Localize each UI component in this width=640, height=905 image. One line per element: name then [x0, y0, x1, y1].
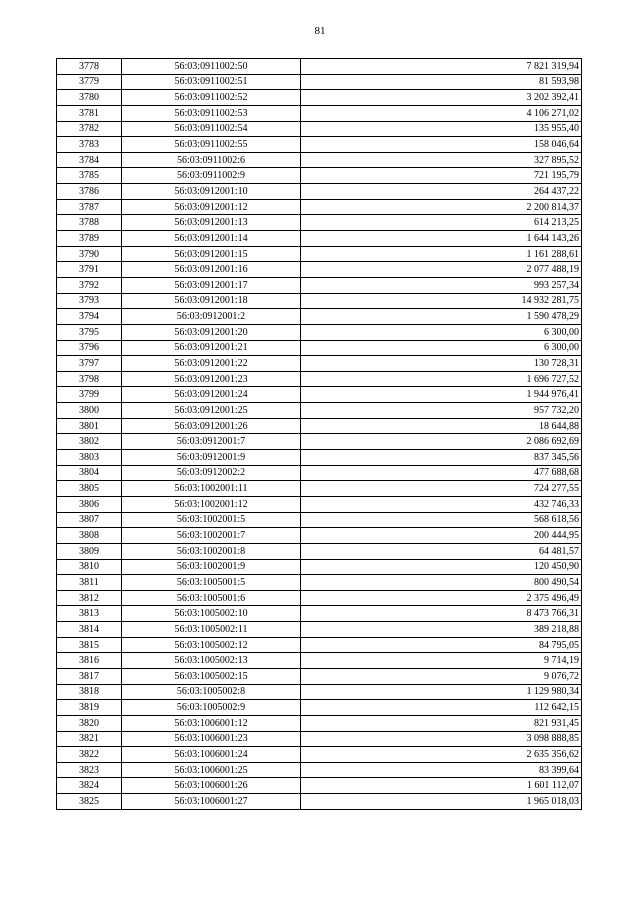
cadastral-value-cell: 9 076,72 — [301, 668, 582, 684]
table-row — [57, 668, 582, 684]
table-row — [57, 403, 582, 419]
cadastral-number-cell: 56:03:1002001:12 — [122, 496, 301, 512]
row-number-cell: 3778 — [57, 59, 122, 75]
cadastral-value-cell: 158 046,64 — [301, 137, 582, 153]
row-number-cell: 3784 — [57, 152, 122, 168]
row-number-cell: 3779 — [57, 74, 122, 90]
cadastral-number-cell: 56:03:0911002:50 — [122, 59, 301, 75]
cadastral-value-cell: 6 300,00 — [301, 324, 582, 340]
cadastral-value-cell: 264 437,22 — [301, 184, 582, 200]
table-row — [57, 371, 582, 387]
cadastral-value-cell: 2 077 488,19 — [301, 262, 582, 278]
table-row — [57, 450, 582, 466]
table-body — [57, 59, 582, 810]
cadastral-number-cell: 56:03:1005002:10 — [122, 606, 301, 622]
cadastral-value-cell: 83 399,64 — [301, 762, 582, 778]
cadastral-number-cell: 56:03:0912001:14 — [122, 231, 301, 247]
table-row — [57, 74, 582, 90]
cadastral-value-cell: 9 714,19 — [301, 653, 582, 669]
cadastral-value-cell: 568 618,56 — [301, 512, 582, 528]
cadastral-number-cell: 56:03:1002001:11 — [122, 481, 301, 497]
row-number-cell: 3785 — [57, 168, 122, 184]
row-number-cell: 3800 — [57, 403, 122, 419]
cadastral-number-cell: 56:03:1005002:8 — [122, 684, 301, 700]
table-row — [57, 637, 582, 653]
cadastral-value-cell: 389 218,88 — [301, 622, 582, 638]
cadastral-number-cell: 56:03:0912001:20 — [122, 324, 301, 340]
row-number-cell: 3823 — [57, 762, 122, 778]
row-number-cell: 3795 — [57, 324, 122, 340]
row-number-cell: 3808 — [57, 528, 122, 544]
cadastral-number-cell: 56:03:0912001:2 — [122, 309, 301, 325]
row-number-cell: 3802 — [57, 434, 122, 450]
cadastral-value-cell: 724 277,55 — [301, 481, 582, 497]
cadastral-number-cell: 56:03:0912001:21 — [122, 340, 301, 356]
cadastral-number-cell: 56:03:0912001:25 — [122, 403, 301, 419]
cadastral-number-cell: 56:03:0912001:26 — [122, 418, 301, 434]
cadastral-value-cell: 721 195,79 — [301, 168, 582, 184]
table-row — [57, 528, 582, 544]
table-row — [57, 309, 582, 325]
row-number-cell: 3819 — [57, 700, 122, 716]
cadastral-value-cell: 837 345,56 — [301, 450, 582, 466]
cadastral-value-cell: 2 635 356,62 — [301, 747, 582, 763]
table-row — [57, 231, 582, 247]
table-row — [57, 215, 582, 231]
row-number-cell: 3789 — [57, 231, 122, 247]
cadastral-number-cell: 56:03:0912001:15 — [122, 246, 301, 262]
row-number-cell: 3780 — [57, 90, 122, 106]
cadastral-number-cell: 56:03:1005002:15 — [122, 668, 301, 684]
cadastral-number-cell: 56:03:0912001:13 — [122, 215, 301, 231]
table-row — [57, 747, 582, 763]
row-number-cell: 3798 — [57, 371, 122, 387]
row-number-cell: 3811 — [57, 575, 122, 591]
cadastral-value-cell: 3 098 888,85 — [301, 731, 582, 747]
cadastral-number-cell: 56:03:1005001:5 — [122, 575, 301, 591]
row-number-cell: 3790 — [57, 246, 122, 262]
row-number-cell: 3806 — [57, 496, 122, 512]
cadastral-value-cell: 64 481,57 — [301, 543, 582, 559]
row-number-cell: 3796 — [57, 340, 122, 356]
cadastral-number-cell: 56:03:1006001:26 — [122, 778, 301, 794]
cadastral-number-cell: 56:03:0912001:22 — [122, 356, 301, 372]
cadastral-value-cell: 8 473 766,31 — [301, 606, 582, 622]
row-number-cell: 3781 — [57, 105, 122, 121]
table-row — [57, 559, 582, 575]
cadastral-number-cell: 56:03:1002001:8 — [122, 543, 301, 559]
cadastral-number-cell: 56:03:0911002:55 — [122, 137, 301, 153]
table-row — [57, 684, 582, 700]
row-number-cell: 3817 — [57, 668, 122, 684]
cadastral-value-cell: 1 601 112,07 — [301, 778, 582, 794]
table-row — [57, 277, 582, 293]
table-row — [57, 418, 582, 434]
table-row — [57, 778, 582, 794]
cadastral-value-cell: 130 728,31 — [301, 356, 582, 372]
row-number-cell: 3801 — [57, 418, 122, 434]
row-number-cell: 3782 — [57, 121, 122, 137]
cadastral-number-cell: 56:03:1006001:25 — [122, 762, 301, 778]
cadastral-value-cell: 2 086 692,69 — [301, 434, 582, 450]
table-row — [57, 575, 582, 591]
table-row — [57, 152, 582, 168]
row-number-cell: 3825 — [57, 794, 122, 810]
cadastral-value-cell: 1 644 143,26 — [301, 231, 582, 247]
table-row — [57, 59, 582, 75]
row-number-cell: 3805 — [57, 481, 122, 497]
cadastral-value-cell: 327 895,52 — [301, 152, 582, 168]
row-number-cell: 3821 — [57, 731, 122, 747]
cadastral-value-cell: 81 593,98 — [301, 74, 582, 90]
table-row — [57, 90, 582, 106]
cadastral-value-cell: 821 931,45 — [301, 715, 582, 731]
row-number-cell: 3787 — [57, 199, 122, 215]
table-row — [57, 496, 582, 512]
cadastral-value-cell: 84 795,05 — [301, 637, 582, 653]
cadastral-number-cell: 56:03:1006001:24 — [122, 747, 301, 763]
cadastral-number-cell: 56:03:1002001:5 — [122, 512, 301, 528]
row-number-cell: 3792 — [57, 277, 122, 293]
cadastral-number-cell: 56:03:1006001:27 — [122, 794, 301, 810]
row-number-cell: 3822 — [57, 747, 122, 763]
row-number-cell: 3804 — [57, 465, 122, 481]
cadastral-value-cell: 477 688,68 — [301, 465, 582, 481]
table-row — [57, 481, 582, 497]
table-row — [57, 512, 582, 528]
table-row — [57, 121, 582, 137]
table-row — [57, 590, 582, 606]
table-row — [57, 606, 582, 622]
row-number-cell: 3810 — [57, 559, 122, 575]
cadastral-number-cell: 56:03:0912001:17 — [122, 277, 301, 293]
cadastral-number-cell: 56:03:0911002:51 — [122, 74, 301, 90]
row-number-cell: 3797 — [57, 356, 122, 372]
row-number-cell: 3813 — [57, 606, 122, 622]
cadastral-number-cell: 56:03:0911002:6 — [122, 152, 301, 168]
table-row — [57, 105, 582, 121]
table-row — [57, 184, 582, 200]
cadastral-number-cell: 56:03:0912001:12 — [122, 199, 301, 215]
cadastral-value-cell: 4 106 271,02 — [301, 105, 582, 121]
table-row — [57, 794, 582, 810]
cadastral-number-cell: 56:03:0912001:10 — [122, 184, 301, 200]
cadastral-number-cell: 56:03:1005002:11 — [122, 622, 301, 638]
cadastral-number-cell: 56:03:0911002:53 — [122, 105, 301, 121]
table-row — [57, 731, 582, 747]
cadastral-number-cell: 56:03:0911002:54 — [122, 121, 301, 137]
cadastral-value-cell: 120 450,90 — [301, 559, 582, 575]
cadastral-value-cell: 112 642,15 — [301, 700, 582, 716]
cadastral-value-cell: 614 213,25 — [301, 215, 582, 231]
row-number-cell: 3803 — [57, 450, 122, 466]
cadastral-number-cell: 56:03:0912001:24 — [122, 387, 301, 403]
table-row — [57, 387, 582, 403]
cadastral-number-cell: 56:03:0912001:7 — [122, 434, 301, 450]
row-number-cell: 3783 — [57, 137, 122, 153]
cadastral-value-cell: 2 375 496,49 — [301, 590, 582, 606]
cadastral-number-cell: 56:03:0912002:2 — [122, 465, 301, 481]
row-number-cell: 3818 — [57, 684, 122, 700]
table-row — [57, 293, 582, 309]
table-row — [57, 543, 582, 559]
cadastral-value-cell: 6 300,00 — [301, 340, 582, 356]
row-number-cell: 3788 — [57, 215, 122, 231]
table-row — [57, 356, 582, 372]
table-row — [57, 653, 582, 669]
cadastral-value-cell: 993 257,34 — [301, 277, 582, 293]
cadastral-value-cell: 1 944 976,41 — [301, 387, 582, 403]
cadastral-number-cell: 56:03:0912001:23 — [122, 371, 301, 387]
cadastral-number-cell: 56:03:1006001:12 — [122, 715, 301, 731]
cadastral-number-cell: 56:03:1006001:23 — [122, 731, 301, 747]
row-number-cell: 3820 — [57, 715, 122, 731]
cadastral-number-cell: 56:03:1005002:13 — [122, 653, 301, 669]
row-number-cell: 3786 — [57, 184, 122, 200]
table-row — [57, 465, 582, 481]
table-row — [57, 700, 582, 716]
cadastral-value-cell: 1 129 980,34 — [301, 684, 582, 700]
cadastral-value-cell: 1 696 727,52 — [301, 371, 582, 387]
cadastral-value-cell: 1 161 288,61 — [301, 246, 582, 262]
row-number-cell: 3793 — [57, 293, 122, 309]
cadastral-number-cell: 56:03:0912001:16 — [122, 262, 301, 278]
cadastral-number-cell: 56:03:0912001:18 — [122, 293, 301, 309]
cadastral-value-cell: 800 490,54 — [301, 575, 582, 591]
row-number-cell: 3816 — [57, 653, 122, 669]
row-number-cell: 3824 — [57, 778, 122, 794]
table-row — [57, 137, 582, 153]
row-number-cell: 3809 — [57, 543, 122, 559]
cadastral-number-cell: 56:03:0911002:9 — [122, 168, 301, 184]
cadastral-value-cell: 200 444,95 — [301, 528, 582, 544]
table-row — [57, 434, 582, 450]
cadastral-value-cell: 1 965 018,03 — [301, 794, 582, 810]
cadastral-number-cell: 56:03:1002001:9 — [122, 559, 301, 575]
row-number-cell: 3812 — [57, 590, 122, 606]
table-row — [57, 622, 582, 638]
row-number-cell: 3814 — [57, 622, 122, 638]
cadastral-value-cell: 957 732,20 — [301, 403, 582, 419]
cadastral-value-cell: 1 590 478,29 — [301, 309, 582, 325]
table-row — [57, 246, 582, 262]
cadastral-value-cell: 3 202 392,41 — [301, 90, 582, 106]
table-row — [57, 324, 582, 340]
table-row — [57, 262, 582, 278]
table-row — [57, 199, 582, 215]
cadastral-number-cell: 56:03:0911002:52 — [122, 90, 301, 106]
cadastral-number-cell: 56:03:1002001:7 — [122, 528, 301, 544]
row-number-cell: 3791 — [57, 262, 122, 278]
cadastral-value-cell: 7 821 319,94 — [301, 59, 582, 75]
cadastral-value-cell: 18 644,88 — [301, 418, 582, 434]
page-number: 81 — [314, 25, 326, 37]
table-row — [57, 340, 582, 356]
row-number-cell: 3799 — [57, 387, 122, 403]
table-row — [57, 168, 582, 184]
cadastral-value-cell: 432 746,33 — [301, 496, 582, 512]
cadastral-number-cell: 56:03:1005002:9 — [122, 700, 301, 716]
cadastral-number-cell: 56:03:1005001:6 — [122, 590, 301, 606]
cadastral-value-cell: 14 932 281,75 — [301, 293, 582, 309]
cadastral-number-cell: 56:03:1005002:12 — [122, 637, 301, 653]
cadastral-value-cell: 135 955,40 — [301, 121, 582, 137]
table-row — [57, 762, 582, 778]
row-number-cell: 3815 — [57, 637, 122, 653]
table-row — [57, 715, 582, 731]
cadastral-value-table — [56, 58, 582, 810]
row-number-cell: 3807 — [57, 512, 122, 528]
cadastral-value-cell: 2 200 814,37 — [301, 199, 582, 215]
row-number-cell: 3794 — [57, 309, 122, 325]
cadastral-number-cell: 56:03:0912001:9 — [122, 450, 301, 466]
